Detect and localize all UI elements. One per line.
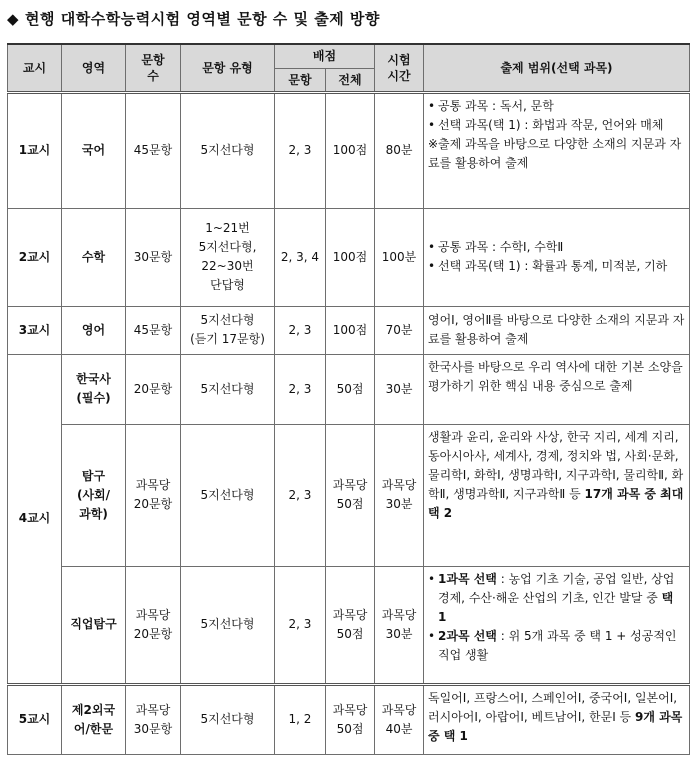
score-item-cell: 2, 3 [275, 354, 326, 424]
type-cell: 5지선다형 [181, 354, 275, 424]
scope-cell [424, 208, 690, 306]
header-score-item: 문항 [275, 68, 326, 92]
score-total-cell: 50점 [326, 354, 375, 424]
scope-cell [424, 566, 690, 684]
list-item: • 선택 과목(택 1) : 확률과 통계, 미적분, 기하 [428, 257, 685, 276]
header-count: 문항 수 [126, 44, 181, 92]
period-cell: 4교시 [8, 354, 62, 684]
list-item [428, 627, 685, 665]
header-type: 문항 유형 [181, 44, 275, 92]
time-cell: 과목당 40분 [375, 684, 424, 754]
scope-cell [424, 424, 690, 566]
header-time: 시험 시간 [375, 44, 424, 92]
score-total-cell: 과목당 50점 [326, 566, 375, 684]
table-row [8, 92, 690, 208]
type-cell: 5지선다형 [181, 684, 275, 754]
count-cell: 30문항 [126, 208, 181, 306]
count-cell: 과목당 30문항 [126, 684, 181, 754]
score-item-cell: 1, 2 [275, 684, 326, 754]
header-score-total: 전체 [326, 68, 375, 92]
area-cell: 국어 [62, 92, 126, 208]
list-item: • 공통 과목 : 독서, 문학 [428, 97, 685, 116]
score-total-cell: 과목당 50점 [326, 424, 375, 566]
score-total-cell: 과목당 50점 [326, 684, 375, 754]
diamond-icon: ◆ [7, 10, 20, 28]
scope-text: 독일어Ⅰ, 프랑스어Ⅰ, 스페인어Ⅰ, 중국어Ⅰ, 일본어Ⅰ, 러시아어Ⅰ, 아랍어Ⅰ, 베트남어Ⅰ, 한문Ⅰ 등 [428, 690, 678, 724]
time-cell: 70분 [375, 306, 424, 354]
score-total-cell: 100점 [326, 208, 375, 306]
score-item-cell: 2, 3, 4 [275, 208, 326, 306]
period-cell: 1교시 [8, 92, 62, 208]
option-tail: 택 1 [438, 590, 674, 624]
time-cell: 80분 [375, 92, 424, 208]
count-cell: 20문항 [126, 354, 181, 424]
note-text: ※출제 과목을 바탕으로 다양한 소재의 지문과 자료를 활용하여 출제 [428, 136, 682, 170]
time-cell: 과목당 30분 [375, 566, 424, 684]
score-item-cell: 2, 3 [275, 424, 326, 566]
list-item [428, 570, 685, 627]
score-item-cell: 2, 3 [275, 92, 326, 208]
area-cell: 한국사 (필수) [62, 354, 126, 424]
period-cell: 3교시 [8, 306, 62, 354]
area-cell: 수학 [62, 208, 126, 306]
score-total-cell: 100점 [326, 306, 375, 354]
time-cell: 과목당 30분 [375, 424, 424, 566]
type-cell: 5지선다형 [181, 92, 275, 208]
option-text: : 위 5개 과목 중 택 1 + 성공적인 직업 생활 [438, 628, 677, 662]
area-cell: 직업탐구 [62, 566, 126, 684]
table-row [8, 306, 690, 354]
header-score: 배점 [275, 44, 375, 68]
count-cell: 45문항 [126, 306, 181, 354]
scope-text: 생활과 윤리, 윤리와 사상, 한국 지리, 세계 지리, 동아시아사, 세계사, 경제, 정치와 법, 사회·문화, 물리학Ⅰ, 화학Ⅰ, 생명과학Ⅰ, 지구과학Ⅰ, 물리학Ⅱ, 화학Ⅱ, 생명과학Ⅱ, 지구과학Ⅱ 등 [428, 429, 684, 501]
exam-table [7, 43, 690, 755]
table-row [8, 354, 690, 424]
option-label: 1과목 선택 [438, 571, 497, 586]
header-area: 영역 [62, 44, 126, 92]
area-cell: 영어 [62, 306, 126, 354]
header-scope: 출제 범위(선택 과목) [424, 44, 690, 92]
scope-emphasis: 9개 과목 중 택 1 [428, 709, 683, 743]
type-cell: 5지선다형 [181, 566, 275, 684]
type-cell: 5지선다형 [181, 424, 275, 566]
option-label: 2과목 선택 [438, 628, 497, 643]
score-item-cell: 2, 3 [275, 566, 326, 684]
area-cell: 탐구 (사회/ 과학) [62, 424, 126, 566]
count-cell: 과목당 20문항 [126, 424, 181, 566]
count-cell: 과목당 20문항 [126, 566, 181, 684]
table-row [8, 208, 690, 306]
list-item: • 선택 과목(택 1) : 화법과 작문, 언어와 매체 [428, 116, 685, 135]
scope-cell: 한국사를 바탕으로 우리 역사에 대한 기본 소양을 평가하기 위한 핵심 내용 중심으로 출제 [424, 354, 690, 424]
count-cell: 45문항 [126, 92, 181, 208]
score-total-cell: 100점 [326, 92, 375, 208]
header-period: 교시 [8, 44, 62, 92]
score-item-cell: 2, 3 [275, 306, 326, 354]
period-cell: 5교시 [8, 684, 62, 754]
period-cell: 2교시 [8, 208, 62, 306]
scope-cell [424, 92, 690, 208]
option-text: : 농업 기초 기술, 공업 일반, 상업 경제, 수산·해운 산업의 기초, 인간 발달 중 [438, 571, 675, 605]
list-item: • 공통 과목 : 수학Ⅰ, 수학Ⅱ [428, 238, 685, 257]
table-row [8, 566, 690, 684]
time-cell: 100분 [375, 208, 424, 306]
type-cell: 1~21번 5지선다형, 22~30번 단답형 [181, 208, 275, 306]
area-cell: 제2외국 어/한문 [62, 684, 126, 754]
type-cell: 5지선다형 (듣기 17문항) [181, 306, 275, 354]
document-title [7, 8, 380, 29]
title-text: 현행 대학수학능력시험 영역별 문항 수 및 출제 방향 [25, 10, 380, 28]
table-row [8, 424, 690, 566]
scope-cell [424, 684, 690, 754]
scope-emphasis: 17개 과목 중 최대 택 2 [428, 486, 684, 520]
time-cell: 30분 [375, 354, 424, 424]
table-row [8, 684, 690, 754]
scope-cell: 영어Ⅰ, 영어Ⅱ를 바탕으로 다양한 소재의 지문과 자료를 활용하여 출제 [424, 306, 690, 354]
